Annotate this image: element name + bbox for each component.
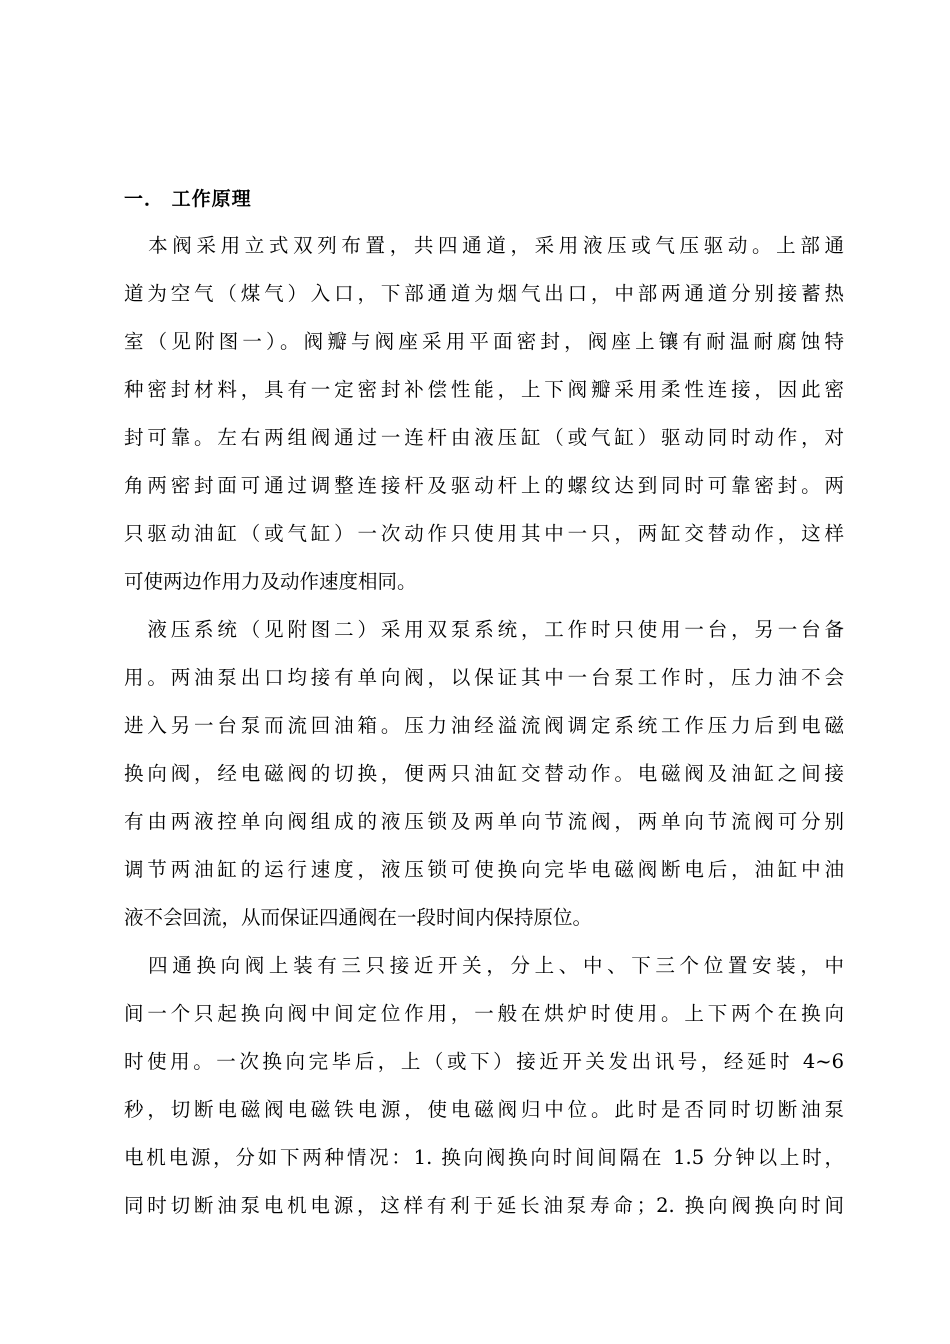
text-line: 封可靠。左右两组阀通过一连杆由液压缸（或气缸）驱动同时动作，对 [124,426,844,449]
text-line: 同时切断油泵电机电源，这样有利于延长油泵寿命；2. 换向阀换向时间 [124,1194,844,1217]
paragraph-working-principle [124,222,844,606]
text-line: 室（见附图一）。阀瓣与阀座采用平面密封，阀座上镶有耐温耐腐蚀特 [124,330,844,353]
text-line: 本阀采用立式双列布置，共四通道，采用液压或气压驱动。上部通 [124,234,844,257]
text-line: 时使用。一次换向完毕后，上（或下）接近开关发出讯号，经延时 4~6 [124,1050,844,1073]
text-line: 用。两油泵出口均接有单向阀，以保证其中一台泵工作时，压力油不会 [124,666,844,689]
text-line: 可使两边作用力及动作速度相同。 [124,570,417,593]
text-line: 种密封材料，具有一定密封补偿性能，上下阀瓣采用柔性连接，因此密 [124,378,844,401]
section-heading: 一． 工作原理 [124,188,252,210]
text-line: 秒，切断电磁阀电磁铁电源，使电磁阀归中位。此时是否同时切断油泵 [124,1098,844,1121]
text-line: 调节两油缸的运行速度，液压锁可使换向完毕电磁阀断电后，油缸中油 [124,858,844,881]
paragraph-hydraulic-system [124,606,844,942]
text-line: 换向阀，经电磁阀的切换，便两只油缸交替动作。电磁阀及油缸之间接 [124,762,844,785]
text-line: 间一个只起换向阀中间定位作用，一般在烘炉时使用。上下两个在换向 [124,1002,844,1025]
text-line: 液不会回流，从而保证四通阀在一段时间内保持原位。 [124,906,593,929]
text-line: 四通换向阀上装有三只接近开关，分上、中、下三个位置安装，中 [124,954,844,977]
text-line: 角两密封面可通过调整连接杆及驱动杆上的螺纹达到同时可靠密封。两 [124,474,844,497]
text-line: 道为空气（煤气）入口，下部通道为烟气出口，中部两通道分别接蓄热 [124,282,844,305]
paragraph-proximity-switches [124,942,844,1230]
text-line: 电机电源，分如下两种情况：1. 换向阀换向时间间隔在 1.5 分钟以上时， [124,1146,844,1169]
text-line: 液压系统（见附图二）采用双泵系统，工作时只使用一台，另一台备 [124,618,844,641]
text-line: 只驱动油缸（或气缸）一次动作只使用其中一只，两缸交替动作，这样 [124,522,844,545]
text-line: 有由两液控单向阀组成的液压锁及两单向节流阀，两单向节流阀可分别 [124,810,844,833]
text-line: 进入另一台泵而流回油箱。压力油经溢流阀调定系统工作压力后到电磁 [124,714,844,737]
